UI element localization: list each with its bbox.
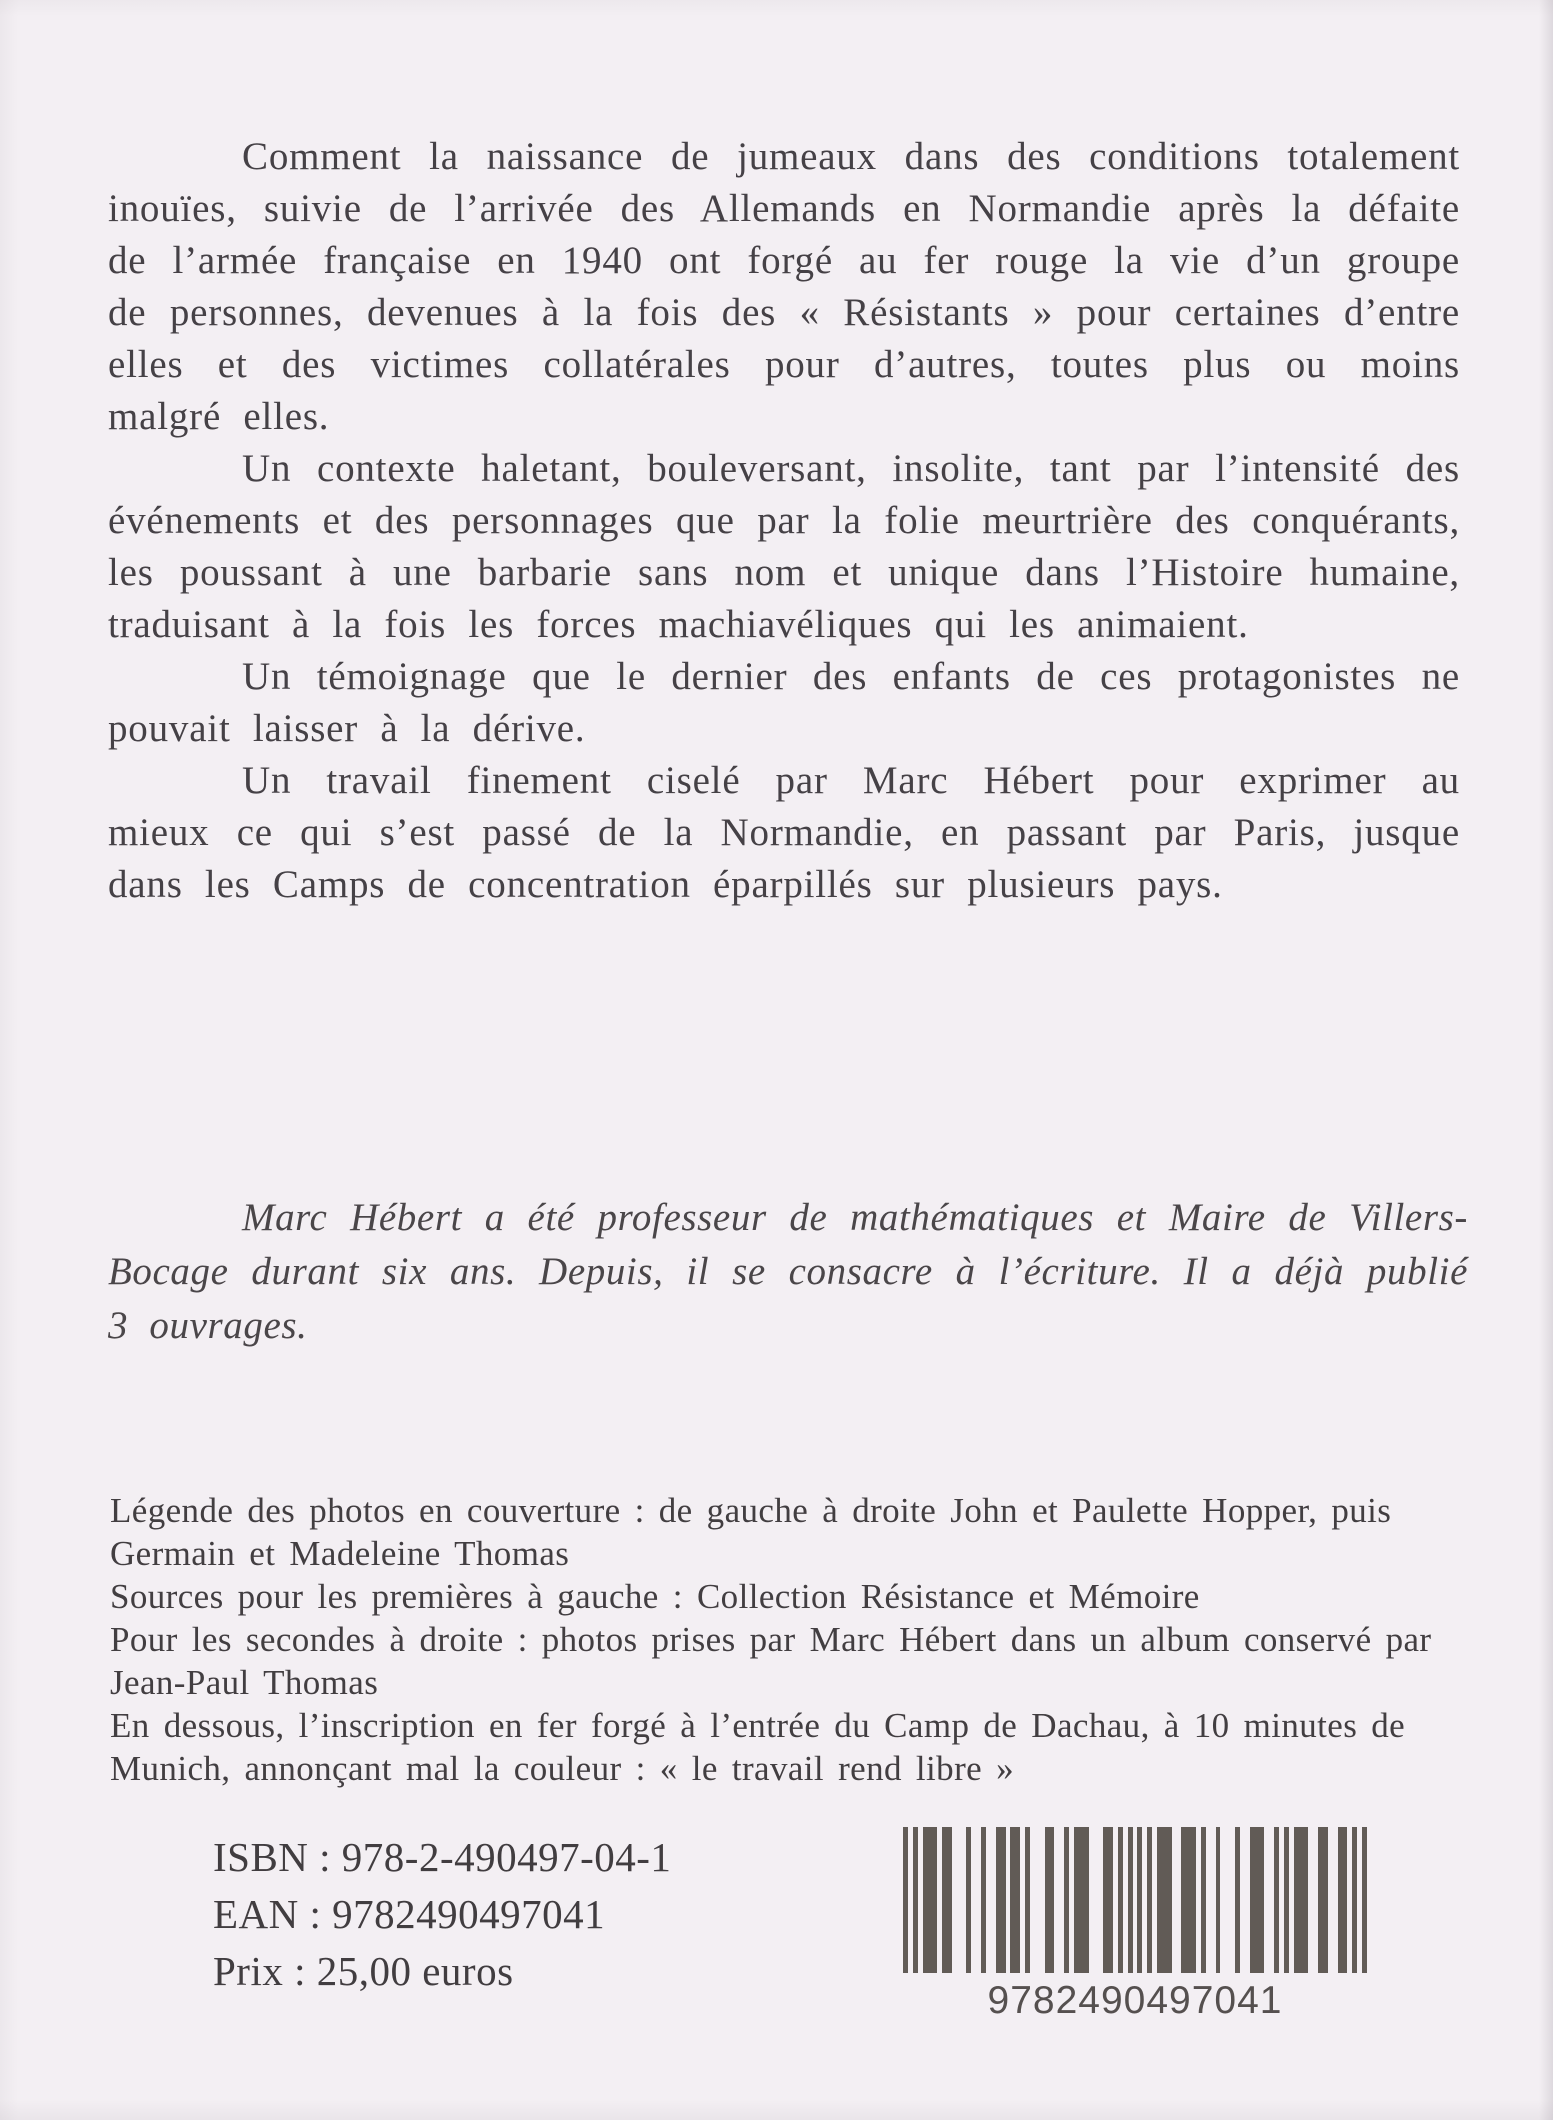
barcode-bar bbox=[981, 1827, 986, 1973]
barcode-bar bbox=[1235, 1827, 1240, 1973]
barcode-bar bbox=[923, 1827, 938, 1973]
barcode-number: 9782490497041 bbox=[987, 1979, 1283, 2022]
barcode-bar bbox=[1137, 1827, 1142, 1973]
barcode-bar bbox=[1147, 1827, 1152, 1973]
barcode-bar bbox=[1294, 1827, 1309, 1973]
synopsis-paragraph-1: Comment la naissance de jumeaux dans des conditions totalement inouïes, suivie de l’arrivée des Allemands en Normandie après la défaite de l’armée française en 1940 ont forgé au fer rouge la vie d’un groupe de personnes, devenues à la fois des « Résistants » pour certaines d’entre elles et des victimes collatérales pour d’autres, toutes plus ou moins malgré elles. bbox=[108, 135, 1460, 438]
barcode-bar bbox=[1284, 1827, 1289, 1973]
synopsis-block bbox=[108, 131, 1460, 911]
barcode-bar bbox=[1216, 1827, 1221, 1973]
barcode-bar bbox=[1201, 1827, 1206, 1973]
barcode-bar bbox=[996, 1827, 1006, 1973]
synopsis-paragraph-2: Un contexte haletant, bouleversant, insolite, tant par l’intensité des événements et des personnages que par la folie meurtrière des conquérants, les poussant à une barbarie sans nom et unique dans l’Histoire humaine, traduisant à la fois les forces machiavéliques qui les animaient. bbox=[108, 447, 1460, 646]
barcode-bar bbox=[903, 1827, 908, 1973]
photo-credits-line-2: Sources pour les premières à gauche : Collection Résistance et Mémoire bbox=[110, 1577, 1200, 1616]
synopsis-paragraph-4: Un travail finement ciselé par Marc Hébert pour exprimer au mieux ce qui s’est passé de la Normandie, en passant par Paris, jusque dans les Camps de concentration éparpillés sur plusieurs pays. bbox=[108, 759, 1460, 906]
barcode-bar bbox=[1128, 1827, 1133, 1973]
barcode-bar bbox=[1025, 1827, 1030, 1973]
barcode-bar bbox=[1074, 1827, 1089, 1973]
barcode-bar bbox=[1103, 1827, 1113, 1973]
photo-credits-line-4: En dessous, l’inscription en fer forgé à l’entrée du Camp de Dachau, à 10 minutes de Munich, annonçant mal la couleur : « le travail rend libre » bbox=[110, 1706, 1406, 1788]
barcode-bar bbox=[966, 1827, 971, 1973]
photo-credits-line-1: Légende des photos en couverture : de gauche à droite John et Paulette Hopper, puis Germain et Madeleine Thomas bbox=[110, 1491, 1392, 1573]
author-bio-text: Marc Hébert a été professeur de mathématiques et Maire de Villers-Bocage durant six ans. Depuis, il se consacre à l’écriture. Il a déjà publié 3 ouvrages. bbox=[108, 1196, 1468, 1347]
barcode-bar bbox=[1064, 1827, 1069, 1973]
barcode-bar bbox=[1118, 1827, 1123, 1973]
barcode-bar bbox=[1157, 1827, 1172, 1973]
isbn-line: ISBN : 978-2-490497-04-1 bbox=[213, 1834, 672, 1880]
publication-info bbox=[213, 1829, 671, 2000]
barcode-bar bbox=[1181, 1827, 1196, 1973]
barcode-bar bbox=[1045, 1827, 1055, 1973]
barcode-bar bbox=[1352, 1827, 1357, 1973]
photo-credits-line-3: Pour les secondes à droite : photos prises par Marc Hébert dans un album conservé par Jean-Paul Thomas bbox=[110, 1620, 1432, 1702]
barcode-bar bbox=[1250, 1827, 1265, 1973]
barcode-bars bbox=[903, 1827, 1367, 1973]
barcode-bar bbox=[1318, 1827, 1328, 1973]
synopsis-paragraph-3: Un témoignage que le dernier des enfants de ces protagonistes ne pouvait laisser à la dérive. bbox=[108, 655, 1460, 750]
barcode-bar bbox=[1274, 1827, 1279, 1973]
ean-line: EAN : 9782490497041 bbox=[213, 1891, 606, 1937]
author-bio-note bbox=[108, 1191, 1468, 1353]
price-line: Prix : 25,00 euros bbox=[213, 1948, 514, 1994]
barcode-bar bbox=[1362, 1827, 1367, 1973]
barcode-bar bbox=[1338, 1827, 1348, 1973]
barcode bbox=[903, 1827, 1367, 2023]
barcode-bar bbox=[1010, 1827, 1020, 1973]
barcode-bar bbox=[913, 1827, 918, 1973]
photo-credits-block bbox=[110, 1489, 1475, 1790]
barcode-bar bbox=[942, 1827, 952, 1973]
